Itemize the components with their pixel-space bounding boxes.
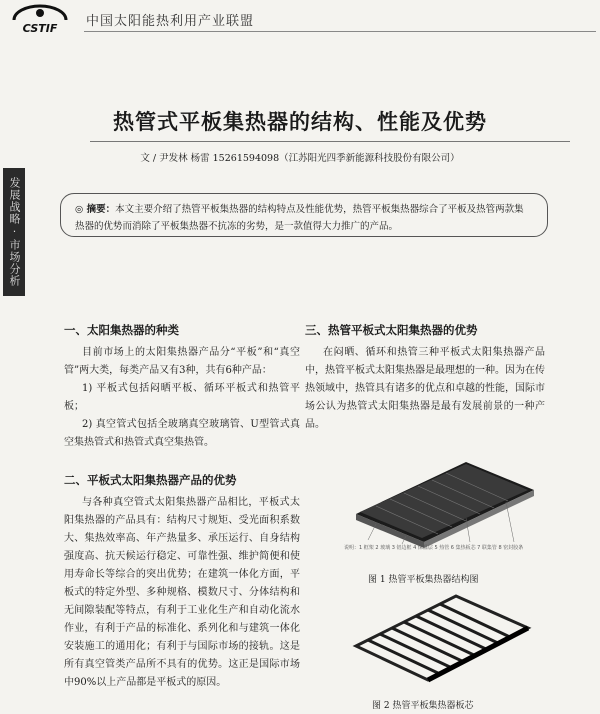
section-paragraph: 目前市场上的太阳集热器产品分“平板”和“真空管”两大类，每类产品又有3种，共有6种产品：: [64, 347, 300, 376]
logo-text: CSTIF: [22, 22, 58, 34]
right-column: [305, 322, 545, 434]
abstract-text: 本文主要介绍了热管平板集热器的结构特点及性能优势，热管平板集热器综合了平板及热管两款集热器的优势而消除了平板集热器不抗冻的劣势，是一款值得大力推广的产品。: [75, 204, 524, 232]
article-title: 热管式平板集热器的结构、性能及优势: [113, 110, 487, 134]
section-paragraph: 2) 真空管式包括全玻璃真空玻璃管、U型管式真空集热管式和热管式真空集热管。: [64, 419, 300, 448]
section-side-tab: 发展战略·市场分析: [3, 168, 25, 296]
article-byline: 文 / 尹发林 杨雷 15261594098（江苏阳光四季新能源科技股份有限公司）: [140, 153, 460, 164]
title-divider: [90, 141, 570, 142]
figure-legend: 说明：1 框架 2 玻璃 3 铝边框 4 保温层 5 热管 6 集热板芯 7 联集管 8 密封胶条: [344, 545, 524, 551]
abstract-label: ◎ 摘要：: [75, 204, 116, 215]
cstif-logo-icon: [8, 4, 72, 34]
figure-caption: 图 2 热管平板集热器板芯: [372, 701, 474, 711]
section-heading: 一、太阳集热器的种类: [64, 323, 179, 337]
collector-structure-figure: [346, 452, 538, 572]
header-org-name: 中国太阳能热利用产业联盟: [86, 14, 255, 29]
left-column: [64, 322, 300, 692]
section-paragraph: 1) 平板式包括闷晒平板、循环平板式和热管平板；: [64, 383, 300, 412]
section-paragraph: 在闷晒、循环和热管三种平板式太阳集热器产品中，热管平板式太阳集热器是最理想的一种。因为在传热领域中，热管具有诸多的优点和卓越的性能，国际市场公认为热管式太阳集热器是最有发展前景的一种产品。: [305, 347, 545, 430]
absorber-plate-figure: [348, 588, 534, 698]
section-paragraph: 与各种真空管式太阳集热器产品相比，平板式太阳集热器的产品具有：结构尺寸规矩、受光面积系数大、集热效率高、年产热量多、承压运行、自身结构强度高、抗天候运行稳定、可靠性强、维护简便和使用寿命长等综合的突出优势；在建筑一体化方面，平板式的特定外型、多种规格、模数尺寸、分体结构和无间隙装配等特点，有利于工业化生产和自动化流水作业，有利于产品的标准化、系列化和与建筑一体化安装施工的通用化；有利于与国际市场的接轨。这是所有真空管类产品所不具有的优势。这正是国际市场中90%以上产品都是平板式的原因。: [64, 497, 300, 688]
section-heading: 三、热管平板式太阳集热器的优势: [305, 323, 478, 337]
abstract-box: [60, 193, 548, 237]
figure-caption: 图 1 热管平板集热器结构图: [368, 575, 479, 585]
section-heading: 二、平板式太阳集热器产品的优势: [64, 473, 237, 487]
header-divider: [84, 31, 596, 32]
